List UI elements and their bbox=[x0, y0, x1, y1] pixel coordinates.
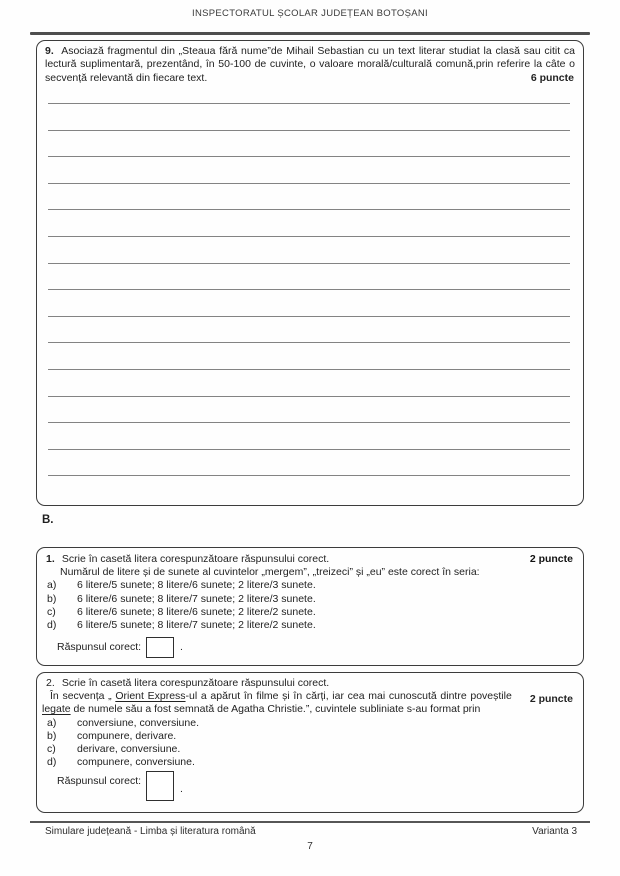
section-b-label: B. bbox=[42, 514, 54, 526]
question-2-number: 2. bbox=[46, 677, 55, 689]
question-1-options bbox=[47, 579, 574, 632]
footer-divider bbox=[30, 821, 590, 823]
answer-line bbox=[48, 93, 570, 104]
option-text: compunere, derivare. bbox=[77, 729, 177, 742]
option-a bbox=[47, 717, 574, 730]
option-b bbox=[47, 730, 574, 743]
statement-part: de numele său a fost semnată de Agatha Christie.”, cuvintele subliniate s-au format prin bbox=[70, 703, 481, 716]
question-9-body: Asociază fragmentul din „Steaua fără nume”de Mihail Sebastian cu un text literar studiat la clasă sau citit ca lectură suplimentară, prezentând, în 50-100 de cuvinte, o valoare morală/culturală comună,prin referire la câte o secvență relevantă din fiecare text. bbox=[45, 45, 576, 84]
question-2-prompt-row bbox=[46, 677, 574, 690]
option-c bbox=[47, 743, 574, 756]
option-text: compunere, conversiune. bbox=[77, 756, 195, 769]
answer-line bbox=[48, 104, 570, 131]
option-text: 6 litere/6 sunete; 8 litere/6 sunete; 2 litere/2 sunete. bbox=[77, 605, 316, 618]
answer-input-box[interactable] bbox=[146, 771, 174, 801]
option-a bbox=[47, 579, 574, 592]
option-letter: d) bbox=[47, 756, 57, 769]
option-c bbox=[47, 606, 574, 619]
answer-line bbox=[48, 157, 570, 184]
option-letter: a) bbox=[47, 716, 57, 729]
answer-line bbox=[48, 290, 570, 317]
underlined-term: legate bbox=[42, 703, 71, 716]
question-1-points-badge: 2 puncte bbox=[529, 553, 573, 565]
answer-line bbox=[48, 370, 570, 397]
page-title: INSPECTORATUL ȘCOLAR JUDEȚEAN BOTOȘANI bbox=[192, 8, 428, 19]
option-text: derivare, conversiune. bbox=[77, 743, 181, 756]
underlined-term: Orient Express bbox=[115, 690, 186, 703]
option-letter: a) bbox=[47, 579, 57, 592]
option-b bbox=[47, 593, 574, 606]
answer-line bbox=[48, 264, 570, 291]
footer-variant: Varianta 3 bbox=[532, 826, 577, 837]
question-2-answer-row bbox=[57, 771, 574, 801]
answer-line bbox=[48, 210, 570, 237]
answer-input-box[interactable] bbox=[146, 637, 174, 658]
answer-line bbox=[48, 237, 570, 264]
answer-lines-area bbox=[48, 93, 570, 476]
question-1-number: 1. bbox=[46, 553, 55, 565]
answer-line bbox=[48, 131, 570, 158]
question-9-text bbox=[45, 45, 575, 85]
answer-line bbox=[48, 343, 570, 370]
question-1-box bbox=[36, 547, 584, 666]
answer-line bbox=[48, 317, 570, 344]
answer-line bbox=[48, 423, 570, 450]
option-letter: b) bbox=[47, 729, 57, 742]
statement-part: În secvența „ bbox=[50, 690, 116, 703]
question-2-box bbox=[36, 672, 584, 813]
option-letter: b) bbox=[47, 592, 57, 605]
question-9-box bbox=[36, 40, 584, 506]
option-text: conversiune, conversiune. bbox=[77, 716, 199, 729]
answer-line bbox=[48, 184, 570, 211]
option-d bbox=[47, 619, 574, 632]
question-2-options bbox=[47, 717, 574, 770]
question-2-statement bbox=[42, 690, 574, 716]
option-text: 6 litere/6 sunete; 8 litere/7 sunete; 2 litere/3 sunete. bbox=[77, 592, 316, 605]
question-1-prompt-row bbox=[46, 553, 574, 566]
option-letter: c) bbox=[47, 743, 56, 756]
question-9-number: 9. bbox=[45, 45, 54, 57]
question-1-prompt: Scrie în casetă litera corespunzătoare răspunsului corect. bbox=[61, 553, 330, 565]
option-letter: c) bbox=[47, 605, 56, 618]
option-text: 6 litere/5 sunete; 8 litere/6 sunete; 2 litere/3 sunete. bbox=[77, 579, 316, 592]
footer-exam-title: Simulare județeană - Limba și literatura română bbox=[45, 826, 256, 837]
question-1-statement: Numărul de litere și de sunete al cuvintelor „mergem”, „treizeci” și „eu” este corect în seria: bbox=[60, 566, 480, 579]
option-text: 6 litere/5 sunete; 8 litere/7 sunete; 2 litere/2 sunete. bbox=[77, 619, 316, 632]
question-9-points-badge: 6 puncte bbox=[525, 72, 574, 85]
statement-part: -ul a apărut în filme și în cărți, iar cea mai cunoscută dintre poveștile bbox=[185, 690, 512, 703]
answer-label: Răspunsul corect: bbox=[57, 641, 142, 654]
header-divider bbox=[30, 32, 590, 35]
option-d bbox=[47, 756, 574, 769]
question-2-points-badge: 2 puncte bbox=[529, 693, 573, 706]
question-1-answer-row bbox=[57, 637, 574, 658]
page-number: 7 bbox=[307, 841, 313, 852]
question-2-prompt: Scrie în casetă litera corespunzătoare răspunsului corect. bbox=[61, 677, 330, 689]
answer-label: Răspunsul corect: bbox=[57, 775, 142, 788]
option-letter: d) bbox=[47, 619, 57, 632]
answer-period: . bbox=[180, 641, 183, 654]
answer-line bbox=[48, 450, 570, 477]
answer-line bbox=[48, 397, 570, 424]
footer bbox=[30, 826, 590, 837]
answer-period: . bbox=[180, 783, 183, 796]
